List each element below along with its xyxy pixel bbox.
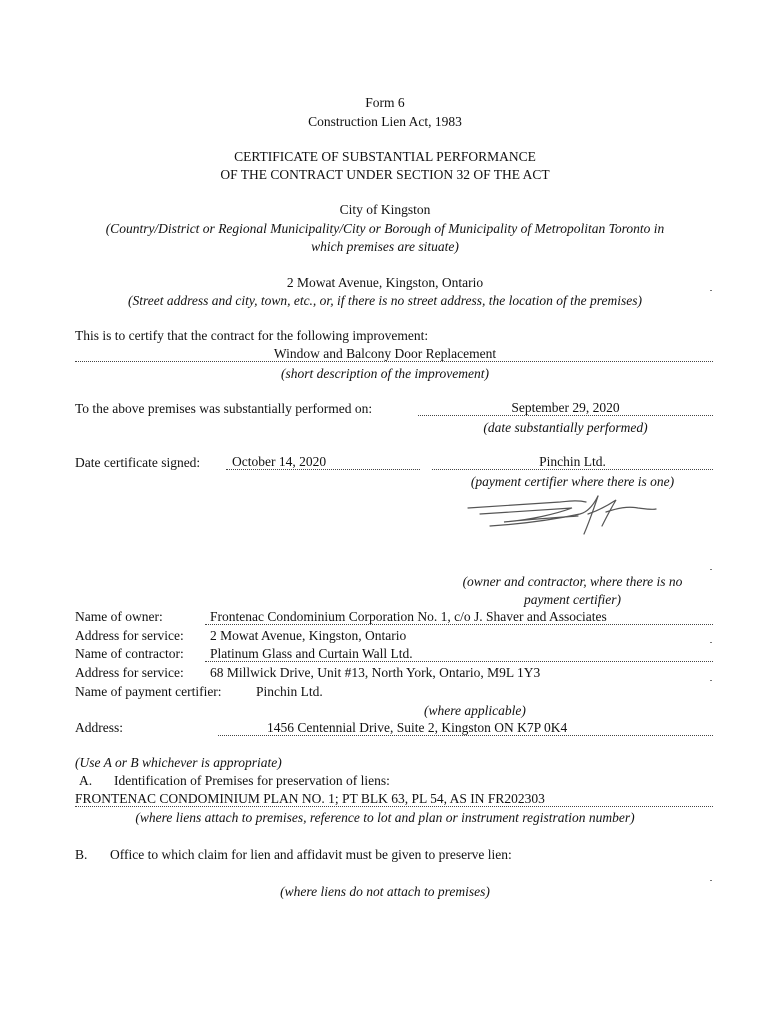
margin-mark	[710, 880, 712, 881]
option-b-label: Office to which claim for lien and affidavit must be given to preserve lien:	[110, 847, 512, 862]
where-applicable-caption: (where applicable)	[424, 703, 526, 718]
performance-date-value: September 29, 2020	[511, 400, 620, 415]
contractor-rule	[205, 661, 713, 662]
performance-date-caption: (date substantially performed)	[483, 420, 648, 435]
option-a-value: FRONTENAC CONDOMINIUM PLAN NO. 1; PT BLK 63, PL 54, AS IN FR202303	[75, 791, 545, 806]
owner-address-value: 2 Mowat Avenue, Kingston, Ontario	[210, 628, 407, 643]
act-name: Construction Lien Act, 1983	[308, 114, 462, 129]
date-signed-label: Date certificate signed:	[75, 455, 201, 470]
use-a-or-b-note: (Use A or B whichever is appropriate)	[75, 755, 282, 770]
margin-mark	[710, 569, 712, 570]
option-a-caption: (where liens attach to premises, reference to lot and plan or instrument registration number)	[135, 810, 635, 825]
premises-address-caption: (Street address and city, town, etc., or, if there is no street address, the location of the premises)	[127, 293, 643, 308]
payment-certifier-value: Pinchin Ltd.	[256, 684, 323, 699]
owner-address-label: Address for service:	[75, 628, 184, 643]
contractor-address-value: 68 Millwick Drive, Unit #13, North York, Ontario, M9L 1Y3	[210, 665, 541, 680]
improvement-caption: (short description of the improvement)	[281, 366, 489, 381]
option-a-label: Identification of Premises for preservation of liens:	[114, 773, 390, 788]
certifier-address-value: 1456 Centennial Drive, Suite 2, Kingston ON K7P 0K4	[267, 720, 568, 735]
option-b-caption: (where liens do not attach to premises)	[280, 884, 490, 899]
payment-certifier-label: Name of payment certifier:	[75, 684, 222, 699]
owner-rule	[205, 624, 713, 625]
certifier-address-label: Address:	[75, 720, 123, 735]
owner-contractor-caption-line2: payment certifier)	[523, 592, 622, 607]
premises-address-value: 2 Mowat Avenue, Kingston, Ontario	[286, 275, 484, 290]
contractor-value: Platinum Glass and Curtain Wall Ltd.	[210, 646, 413, 661]
margin-mark	[710, 290, 712, 291]
certifier-caption: (payment certifier where there is one)	[470, 474, 675, 489]
municipality-value: City of Kingston	[339, 202, 431, 217]
certificate-title-line1: CERTIFICATE OF SUBSTANTIAL PERFORMANCE	[234, 149, 536, 164]
municipality-caption-line1: (Country/District or Regional Municipality/City or Borough of Municipality of Metropolitan Toronto in	[105, 221, 665, 236]
performance-label: To the above premises was substantially performed on:	[75, 401, 373, 416]
option-a-letter: A.	[79, 773, 93, 788]
contractor-address-label: Address for service:	[75, 665, 184, 680]
contractor-label: Name of contractor:	[75, 646, 184, 661]
option-a-rule	[75, 806, 713, 807]
certifier-signature-name: Pinchin Ltd.	[539, 454, 606, 469]
margin-mark	[710, 680, 712, 681]
date-signed-value: October 14, 2020	[232, 454, 327, 469]
certifier-address-rule	[218, 735, 713, 736]
certificate-title-line2: OF THE CONTRACT UNDER SECTION 32 OF THE ACT	[220, 167, 550, 182]
margin-mark	[710, 642, 712, 643]
handwritten-signature	[460, 490, 660, 538]
option-b-letter: B.	[75, 847, 88, 862]
owner-value: Frontenac Condominium Corporation No. 1, c/o J. Shaver and Associates	[210, 609, 607, 624]
form-number: Form 6	[365, 95, 405, 110]
improvement-intro: This is to certify that the contract for the following improvement:	[75, 328, 429, 343]
owner-contractor-caption-line1: (owner and contractor, where there is no	[462, 574, 683, 589]
owner-label: Name of owner:	[75, 609, 163, 624]
municipality-caption-line2: which premises are situate)	[311, 239, 459, 254]
improvement-value: Window and Balcony Door Replacement	[273, 346, 497, 361]
